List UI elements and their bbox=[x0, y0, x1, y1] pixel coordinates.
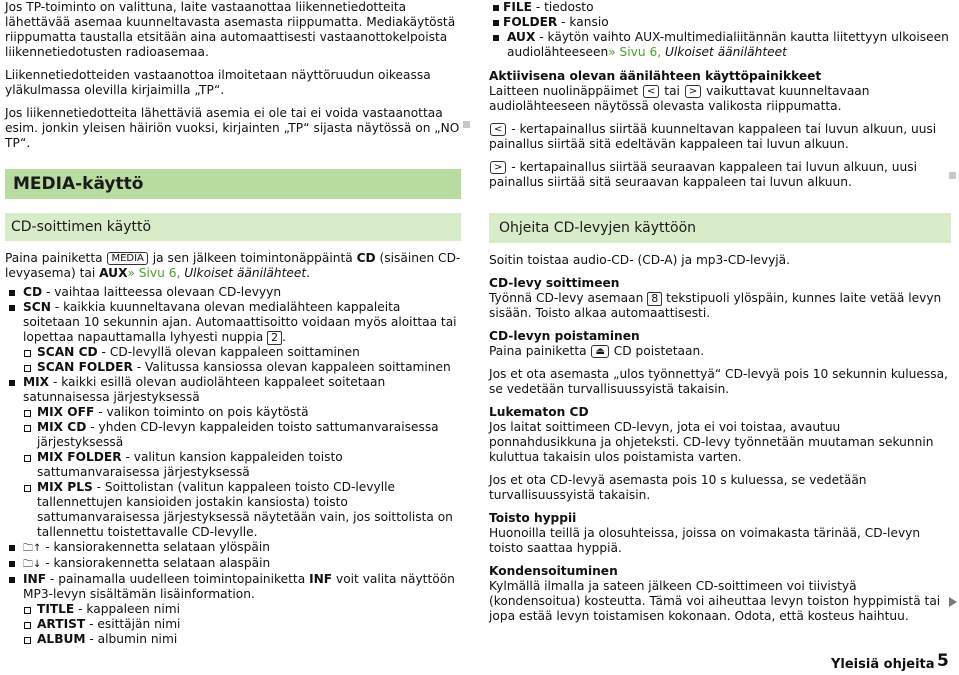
end-of-topic-marker bbox=[949, 172, 956, 179]
prev-arrow-key: < bbox=[643, 85, 659, 98]
cd-menu-list bbox=[5, 285, 461, 647]
continue-arrow-icon bbox=[949, 597, 957, 607]
folder-up-icon: 🗀↑ bbox=[23, 543, 42, 554]
page-number: 5 bbox=[937, 651, 949, 671]
skipping-heading: Toisto hyppii bbox=[489, 511, 577, 525]
no-tp-paragraph: Jos liikennetiedotteita lähettäviä asemia ei ole tai ei voida vastaanottaa esim. jonkin yleisen häiriön vuoksi, kirjainten „TP“ sijasta näytössä on „NO TP“. bbox=[5, 106, 460, 150]
eject-icon: ⏏ bbox=[591, 345, 608, 358]
next-arrow-key: > bbox=[685, 85, 701, 98]
list-item: INF - painamalla uudelleen toimintopainiketta INF voit valita näyttöön MP3-levyn sisältämän lisäinformation. TITLE - kappaleen nimi ARTIST - esittäjän nimi ALBUM - albumin nimi bbox=[5, 572, 461, 647]
prev-key-paragraph: < - kertapainallus siirtää kuunneltavan kappaleen tai luvun alkuun, uusi painallus siirtää sitä edeltävän kappaleen tai luvun alkuun. bbox=[489, 122, 937, 151]
left-column bbox=[5, 0, 461, 647]
page-reference-link[interactable]: » Sivu 6, bbox=[127, 266, 181, 280]
list-item: AUX - käytön vaihto AUX-multimedialiitännän kautta liitettyyn ulkoiseen audiolähteeseen» Sivu 6, Ulkoiset äänilähteet bbox=[489, 30, 951, 60]
next-arrow-key: > bbox=[490, 161, 506, 174]
unreadable-cd-heading: Lukematon CD bbox=[489, 405, 589, 419]
insert-cd-paragraph: Työnnä CD-levy asemaan 8 tekstipuoli ylöspäin, kunnes laite vetää levyn sisään. Toisto alkaa automaattisesti. bbox=[489, 291, 942, 320]
list-item: SCAN FOLDER - Valitussa kansiossa olevan kappaleen soittaminen bbox=[23, 360, 461, 375]
media-section-heading: MEDIA-käyttö bbox=[5, 169, 461, 199]
unreadable-cd-timeout-paragraph: Jos et ota CD-levyä asemasta pois 10 s kuluessa, se vedetään turvallisuussyistä takaisin. bbox=[489, 473, 867, 502]
end-of-topic-marker bbox=[463, 121, 470, 128]
buttons-heading: Aktiivisena olevan äänilähteen käyttöpainikkeet bbox=[489, 69, 822, 83]
media-key: MEDIA bbox=[107, 252, 147, 265]
list-item: TITLE - kappaleen nimi bbox=[23, 602, 461, 617]
knob-number-badge: 2 bbox=[267, 331, 282, 345]
list-item: MIX - kaikki esillä olevan audiolähteen kappaleet soitetaan satunnaisessa järjestyksessä MIX OFF - valikon toiminto on pois käytöstä MIX CD - yhden CD-levyn kappaleiden toisto sattumanvaraisessa järjestyksessä MIX FOLDER - valitun kansion kappaleiden toisto sattumanvaraisessa järjestyksessä MIX PLS - Soittolistan (valitun kappaleen toisto CD-levylle tallennettujen kansioiden jostakin kansiosta) toisto sattumanvaraisessa järjestyksessä näytetään vain, jos soittolista on tallennettu toistettavalle CD-levylle. bbox=[5, 375, 461, 540]
list-item: 🗀↓ - kansiorakennetta selataan alaspäin bbox=[5, 556, 461, 572]
slot-number-badge: 8 bbox=[647, 292, 662, 306]
cd-player-heading: CD-soittimen käyttö bbox=[5, 213, 461, 241]
folder-down-icon: 🗀↓ bbox=[23, 559, 42, 570]
list-item: SCAN CD - CD-levyllä olevan kappaleen soittaminen bbox=[23, 345, 461, 360]
tp-paragraph: Jos TP-toiminto on valittuna, laite vastaanottaa liikennetiedotteita lähettävää asemaa kuunneltavasta asemasta riippumatta. Mediakäytöstä riippumatta taustalla etsitään aina automaattisesti vastaanottokelpoista liikennetiedotusten radioasemaa. bbox=[5, 0, 456, 59]
remove-cd-heading: CD-levyn poistaminen bbox=[489, 329, 640, 343]
condensation-paragraph: Kylmällä ilmalla ja sateen jälkeen CD-soittimeen voi tiivistyä (kondensoitua) kosteutta. Tämä voi aiheuttaa levyn toiston hyppimistä tai jopa estää levyn toistamisen kokonaan. Odota, että kosteus haihtuu. bbox=[489, 579, 941, 623]
next-key-paragraph: > - kertapainallus siirtää seuraavan kappaleen tai luvun alkuun, uusi painallus siirtää sitä seuraavan kappaleen tai luvun alkuun. bbox=[489, 160, 917, 189]
condensation-heading: Kondensoituminen bbox=[489, 564, 618, 578]
insert-cd-heading: CD-levy soittimeen bbox=[489, 276, 620, 290]
skipping-paragraph: Huonoilla teillä ja olosuhteissa, joissa on voimakasta tärinää, CD-levyn toisto saattaa hyppiä. bbox=[489, 526, 921, 555]
page-reference-link[interactable]: » Sivu 6, bbox=[608, 45, 662, 59]
list-item: MIX PLS - Soittolistan (valitun kappaleen toisto CD-levylle tallennettujen kansioiden jostakin kansiosta) toisto sattumanvaraisessa järjestyksessä näytetään vain, jos soittolista on tallennettu toistettavalle CD-levylle. bbox=[23, 480, 461, 540]
list-item: FOLDER - kansio bbox=[489, 15, 951, 30]
prev-arrow-key: < bbox=[490, 123, 506, 136]
footer-chapter-title: Yleisiä ohjeita bbox=[831, 657, 935, 672]
list-item: FILE - tiedosto bbox=[489, 0, 951, 15]
cd-guide-paragraph: Soitin toistaa audio-CD- (CD-A) ja mp3-CD-levyjä. bbox=[489, 253, 791, 267]
remove-cd-timeout-paragraph: Jos et ota asemasta „ulos työnnettyä“ CD-levyä pois 10 sekunnin kuluessa, se vedetään turvallisuussyistä takaisin. bbox=[489, 367, 948, 396]
list-item: ARTIST - esittäjän nimi bbox=[23, 617, 461, 632]
remove-cd-paragraph: Paina painiketta ⏏ CD poistetaan. bbox=[489, 344, 705, 358]
buttons-paragraph: Laitteen nuolinäppäimet < tai > vaikuttavat kuunneltavaan audiolähteeseen näytössä olevasta valikosta riippumatta. bbox=[489, 84, 870, 113]
cd-guide-heading: Ohjeita CD-levyjen käyttöön bbox=[489, 213, 951, 243]
tp-indicator-paragraph: Liikennetiedotteiden vastaanottoa ilmoitetaan näyttöruudun oikeassa yläkulmassa olevilla kirjaimilla „TP“. bbox=[5, 68, 431, 97]
info-sublist bbox=[489, 0, 951, 30]
cd-intro-paragraph: Paina painiketta MEDIA ja sen jälkeen toimintonäppäintä CD (sisäinen CD-levyasema) tai AUX» Sivu 6, Ulkoiset äänilähteet. bbox=[5, 251, 461, 280]
list-item: 🗀↑ - kansiorakennetta selataan ylöspäin bbox=[5, 540, 461, 556]
unreadable-cd-paragraph: Jos laitat soittimeen CD-levyn, jota ei voi toistaa, avautuu ponnahdusikkuna ja ohjeteksti. CD-levy työnnetään muutaman sekunnin kuluttua takaisin ulos poistamista varten. bbox=[489, 420, 934, 464]
list-item: MIX OFF - valikon toiminto on pois käytöstä bbox=[23, 405, 461, 420]
right-column bbox=[489, 0, 951, 624]
list-item: MIX FOLDER - valitun kansion kappaleiden toisto sattumanvaraisessa järjestyksessä bbox=[23, 450, 461, 480]
aux-list bbox=[489, 30, 951, 60]
list-item: CD - vaihtaa laitteessa olevaan CD-levyyn bbox=[5, 285, 461, 300]
list-item: ALBUM - albumin nimi bbox=[23, 632, 461, 647]
list-item: SCN - kaikkia kuunneltavana olevan medialähteen kappaleita soitetaan 10 sekunnin ajan. Automaattisoitto voidaan myös aloittaa tai lopettaa napauttamalla lyhyesti nuppia 2 . SCAN CD - CD-levyllä olevan kappaleen soittaminen SCAN FOLDER - Valitussa kansiossa olevan kappaleen soittaminen bbox=[5, 300, 461, 375]
list-item: MIX CD - yhden CD-levyn kappaleiden toisto sattumanvaraisessa järjestyksessä bbox=[23, 420, 461, 450]
